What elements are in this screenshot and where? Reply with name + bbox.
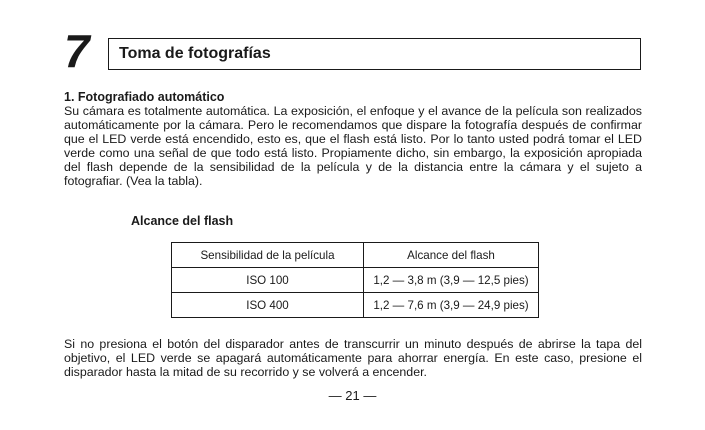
- column-header-sensitivity: Sensibilidad de la película: [172, 243, 364, 268]
- table-cell-range: 1,2 — 3,8 m (3,9 — 12,5 pies): [364, 268, 539, 293]
- column-header-range: Alcance del flash: [364, 243, 539, 268]
- chapter-number: 7: [64, 25, 90, 77]
- body-paragraph-2: Si no presiona el botón del disparador antes de transcurrir un minuto después de abrirse la tapa del objetivo, el LED verde se apagará automáticamente para ahorrar energía. En este caso, presione el disparador hasta la mitad de su recorrido y se volverá a encender.: [64, 337, 642, 380]
- body-paragraph-1: Su cámara es totalmente automática. La exposición, el enfoque y el avance de la película son realizados automáticamente por la cámara. Pero le recomendamos que dispare la fotografía después de confirmar que el LED verde está encendido, esto es, que el flash está listo. Por lo tanto usted podrá tomar el LED verde como una señal de que todo está listo. Propiamente dicho, sin embargo, la exposición apropiada del flash depende de la sensibilidad de la película y de la distancia entre la cámara y el sujeto a fotografiar. (Vea la tabla).: [64, 104, 642, 189]
- chapter-title-box: [108, 38, 641, 70]
- flash-range-table: [171, 242, 539, 318]
- table-cell-range: 1,2 — 7,6 m (3,9 — 24,9 pies): [364, 293, 539, 318]
- section-heading: 1. Fotografiado automático: [64, 90, 225, 104]
- table-heading: Alcance del flash: [131, 214, 234, 228]
- chapter-title: Toma de fotografías: [119, 45, 271, 62]
- table-cell-iso: ISO 100: [172, 268, 364, 293]
- table-row: [172, 268, 539, 293]
- table-cell-iso: ISO 400: [172, 293, 364, 318]
- table-row: [172, 293, 539, 318]
- page-number: — 21 —: [328, 388, 377, 403]
- table-header-row: [172, 243, 539, 268]
